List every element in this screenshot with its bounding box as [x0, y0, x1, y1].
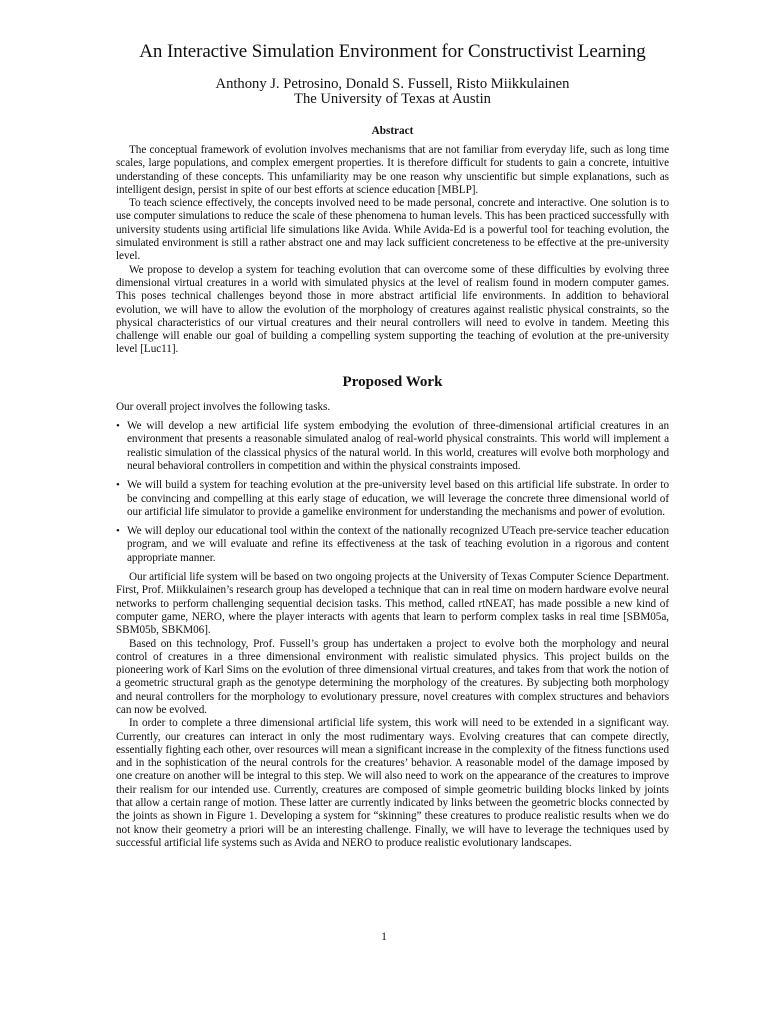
body-paragraph: In order to complete a three dimensional artificial life system, this work will need to be extended in a significant way. Currently, our creatures can interact in only the most rudimentary ways. Evolving creatures that can compete directly, essentially fighting each other, over resources will mean a significant increase in the complexity of the fitness functions used and in the sophistication of the neural controls for the creatures’ behavior. A reasonable model of the damage imposed by one creature on another will be integral to this step. We will also need to work on the appearance of the creatures to improve their realism for our intended use. Currently, creatures are composed of simple geometric building blocks linked by joints that allow a certain range of motion. These latter are currently indicated by links between the geometric blocks connected by the joints as shown in Figure 1. Developing a system for “skinning” these creatures to produce realistic results when we do not know their geometry a priori will be an interesting challenge. Finally, we will have to leverage the techniques used by successful artificial life systems such as Avida and NERO to produce realistic evolutionary landscapes. [116, 717, 669, 849]
task-text: We will develop a new artificial life system embodying the evolution of three-dimensional artificial creatures in an environment that presents a reasonable simulated analog of real-world physical constraints. This world will implement a realistic simulation of the classical physics of the natural world. In this world, creatures will evolve both morphology and neural behavioral controllers in competition and within the physical constraints imposed. [127, 420, 669, 472]
paper-title: An Interactive Simulation Environment for Constructivist Learning [139, 41, 646, 62]
list-item [116, 420, 669, 473]
abstract-paragraph: We propose to develop a system for teaching evolution that can overcome some of these difficulties by evolving three dimensional virtual creatures in a world with simulated physics at the level of realism found in modern computer games. This poses technical challenges beyond those in more abstract artificial life environments. In addition to behavioral evolution, we will have to allow the evolution of the morphology of creatures against realistic physical constraints, so the physical characteristics of our virtual creatures and their neural controllers will need to evolve in tandem. Meeting this challenge will enable our goal of building a compelling system supporting the teaching of evolution at the pre-university level [Luc11]. [116, 263, 669, 356]
task-text: We will deploy our educational tool within the context of the nationally recognized UTeach pre-service teacher education program, and we will evaluate and refine its effectiveness at the task of teaching evolution in a rigorous and content appropriate manner. [127, 525, 669, 564]
paper-page [116, 40, 669, 850]
bullet-icon: • [116, 525, 120, 538]
abstract-heading: Abstract [371, 125, 414, 137]
affiliation: The University of Texas at Austin [294, 91, 491, 107]
abstract-paragraph: To teach science effectively, the concepts involved need to be made personal, concrete and interactive. One solution is to use computer simulations to reduce the scale of these phenomena to human levels. This has been practiced successfully with university students using artificial life simulations like Avida. While Avida-Ed is a powerful tool for teaching evolution, the simulated environment is still a rather abstract one and may lack sufficient concreteness to be effective at the pre-university level. [116, 197, 669, 263]
bullet-icon: • [116, 479, 120, 492]
section-intro: Our overall project involves the following tasks. [116, 400, 331, 413]
abstract-paragraph: The conceptual framework of evolution involves mechanisms that are not familiar from everyday life, such as long time scales, large populations, and complex emergent properties. It is therefore difficult for students to gain a concrete, intuitive understanding of these concepts. This unfamiliarity may be one reason why unscientific but simple explanations, such as intelligent design, persist in spite of our best efforts at science education [MBLP]. [116, 144, 669, 196]
list-item [116, 525, 669, 565]
task-text: We will build a system for teaching evolution at the pre-university level based on this artificial life substrate. In order to be convincing and compelling at this early stage of education, we will leverage the concrete three dimensional world of our artificial life simulator to provide a gamelike environment for understanding the mechanisms and power of evolution. [127, 479, 669, 518]
body-paragraph: Our artificial life system will be based on two ongoing projects at the University of Texas Computer Science Department. First, Prof. Miikkulainen’s research group has developed a technique that can in real time on modern hardware evolve neural networks to perform challenging sequential decision tasks. This method, called rtNEAT, has made possible a new kind of computer game, NERO, where the player interacts with agents that learn to perform complex tasks in real time [SBM05a, SBM05b, SBKM06]. [116, 571, 669, 637]
bullet-icon: • [116, 420, 120, 433]
task-list [116, 420, 669, 565]
proposed-work-body [116, 571, 669, 850]
author-list: Anthony J. Petrosino, Donald S. Fussell, Risto Miikkulainen [215, 76, 570, 92]
section-heading-proposed-work: Proposed Work [342, 373, 443, 390]
page-number: 1 [381, 931, 387, 943]
body-paragraph: Based on this technology, Prof. Fussell’s group has undertaken a project to evolve both the morphology and neural control of creatures in a three dimensional environment with realistic simulated physics. This project builds on the pioneering work of Karl Sims on the evolution of three dimensional virtual creatures, and takes from that work the notion of a geometric structural graph as the genotype determining the morphology of the creatures. By subjecting both morphology and neural controllers for the morphology to evolutionary pressure, novel creatures with complex structures and behaviors can now be evolved. [116, 637, 669, 716]
list-item [116, 479, 669, 519]
abstract-body [116, 144, 669, 357]
